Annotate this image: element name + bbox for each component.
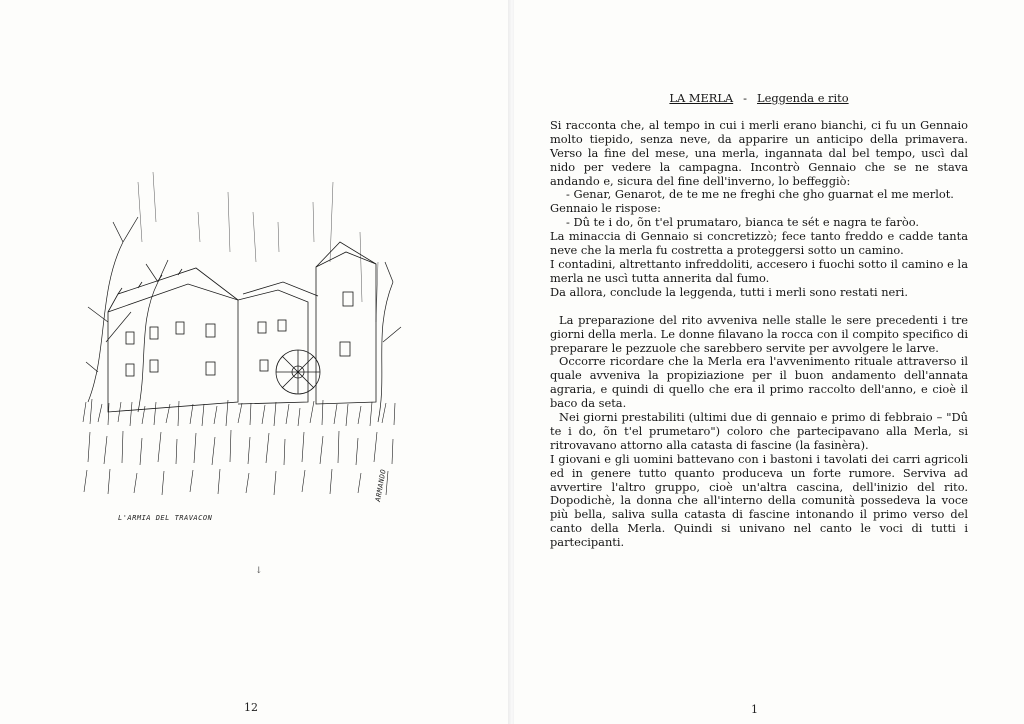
stray-mark: ↓: [255, 566, 263, 576]
text-column: [550, 92, 968, 550]
story-paragraph: La minaccia di Gennaio si concretizzò; fece tanto freddo e cadde tanta neve che la merla fu costretta a proteggersi sotto un camino.: [550, 229, 968, 258]
title-main: LA MERLA: [669, 91, 734, 105]
rite-paragraph: Nei giorni prestabiliti (ultimi due di gennaio e primo di febbraio – "Dû te i do, õn t'el prumetaro") coloro che partecipavano alla Merla, si ritrovavano attorno alla catasta di fascine (la fasinèra).: [550, 410, 968, 452]
title-sub: Leggenda e rito: [757, 91, 849, 105]
sketch-signature: ARMANDO: [374, 468, 388, 503]
page-number-left: 12: [244, 701, 258, 714]
reply-intro: Gennaio le rispose:: [550, 201, 661, 216]
dialog-line: - Dû te i do, õn t'el prumataro, bianca te sét e nagra te faròo.: [566, 215, 919, 230]
rite-paragraph: Occorre ricordare che la Merla era l'avvenimento rituale attraverso il quale avveniva la propiziazione per il buon andamento dell'annata agraria, e quindi di quello che era il primo raccolto dell'anno, e cioè il baco da seta.: [550, 354, 968, 411]
mill-sketch-illustration: [78, 172, 408, 532]
sketch-caption: L'ARMIA DEL TRAVACON: [118, 514, 213, 522]
dialog-line: - Genar, Genarot, de te me ne freghi che gho guarnat el me merlot.: [566, 187, 954, 202]
left-page: [0, 0, 510, 724]
story-paragraph: I contadini, altrettanto infreddoliti, accesero i fuochi sotto il camino e la merla ne uscì tutta annerita dal fumo.: [550, 256, 968, 285]
story-paragraph: Si racconta che, al tempo in cui i merli erano bianchi, ci fu un Gennaio molto tiepido, senza neve, da apparire un anticipo della primavera. Verso la fine del mese, una merla, ingannata dal bel tempo, uscì dal nido per vedere la campagna. Incontrò Gennaio che se ne stava andando e, sicura del fine dell'inverno, lo beffeggiò:: [550, 117, 968, 188]
title-separator: -: [743, 91, 748, 105]
rite-paragraph: La preparazione del rito avveniva nelle stalle le sere precedenti i tre giorni della merla. Le donne filavano la rocca con il compito specifico di preparare le pezzuole che sarebbero servite per avvolgere le larve.: [550, 312, 968, 355]
story-paragraph: Da allora, conclude la leggenda, tutti i merli sono restati neri.: [550, 284, 908, 299]
right-page: [514, 0, 1024, 724]
page-number-right: 1: [751, 703, 758, 716]
page-title: [550, 92, 968, 106]
rite-paragraph: I giovani e gli uomini battevano con i bastoni i tavolati dei carri agricoli ed in genere tutto quanto produceva un forte rumore. Serviva ad avvertire l'altro gruppo, cioè un'altra cascina, dell'inizio del rito. Dopodichè, la donna che all'interno della comunità possedeva la voce più bella, saliva sulla catasta di fascine intonando il primo verso del canto della Merla. Quindi si univano nel canto le voci di tutti i partecipanti.: [550, 451, 968, 550]
